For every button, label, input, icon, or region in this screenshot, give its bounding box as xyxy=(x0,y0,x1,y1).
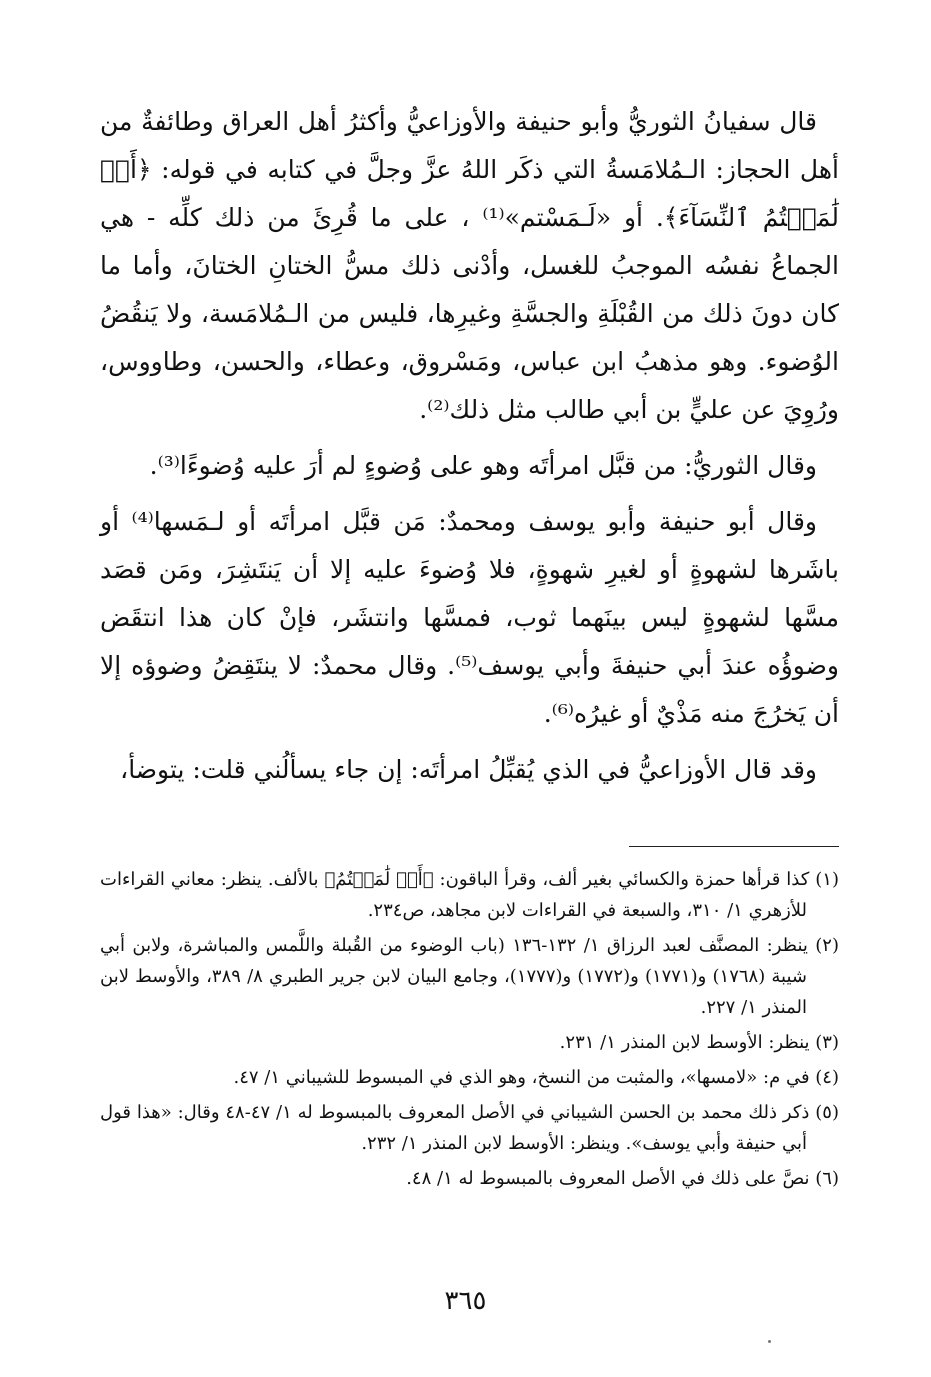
footnote-6: (٦) نصَّ على ذلك في الأصل المعروف بالمبسوط له ١/ ٤٨. xyxy=(406,1168,839,1189)
footnote-1: (١) كذا قرأها حمزة والكسائي بغير ألف، وقرأ الباقون: ﴿أَوۡ لَٰمَسۡتُمُ﴾ بالألف. ينظر: معاني القراءات للأزهري ١/ ٣١٠، والسبعة في القراءات لابن مجاهد، ص٢٣٤. xyxy=(100,869,839,921)
footnote-separator xyxy=(629,846,839,847)
footnote-5: (٥) ذكر ذلك محمد بن الحسن الشيباني في الأصل المعروف بالمبسوط له ١/ ٤٧-٤٨ وقال: «هذا قول أبي حنيفة وأبي يوسف». وينظر: الأوسط لابن المنذر ١/ ٢٣٢. xyxy=(100,1102,839,1154)
footnote-3: (٣) ينظر: الأوسط لابن المنذر ١/ ٢٣١. xyxy=(559,1032,839,1053)
paragraph-4: وقد قال الأوزاعيُّ في الذي يُقبِّلُ امرأتَه: إن جاء يسألُني قلت: يتوضأ، xyxy=(120,755,817,784)
main-text xyxy=(100,98,839,802)
paragraph-2: وقال الثوريُّ: من قبَّل امرأتَه وهو على وُضوءٍ لم أرَ عليه وُضوءًا⁽³⁾. xyxy=(149,451,817,480)
paragraph-3: وقال أبو حنيفة وأبو يوسف ومحمدٌ: مَن قبَّل امرأتَه أو لـمَسها⁽⁴⁾ أو باشَرها لشهوةٍ أو لغيرِ شهوةٍ، فلا وُضوءَ عليه إلا أن يَنتَشِرَ، ومَن قصَد مسَّها لشهوةٍ ليس بينَهما ثوب، فمسَّها وانتشَر، فإنْ كان هذا انتقَض وضوؤُه عندَ أبي حنيفةَ وأبي يوسف⁽⁵⁾. وقال محمدٌ: لا ينتَقِضُ وضوؤه إلا أن يَخرُجَ منه مَذْيٌ أو غيرُه⁽⁶⁾. xyxy=(100,507,839,728)
scan-dot xyxy=(768,1340,771,1343)
page-number: ٣٦٥ xyxy=(444,1286,487,1316)
footnote-4: (٤) في م: «لامسها»، والمثبت من النسخ، وهو الذي في المبسوط للشيباني ١/ ٤٧. xyxy=(233,1067,839,1088)
paragraph-1: قال سفيانُ الثوريُّ وأبو حنيفة والأوزاعيُّ وأكثرُ أهل العراق وطائفةٌ من أهل الحجاز: الـمُلامَسةُ التي ذكَر اللهُ عزَّ وجلَّ في كتابه في قوله: ﴿أَوۡ لَٰمَسۡتُمُ ٱلنِّسَآءَ﴾. أو «لَـمَسْتم»⁽¹⁾ ، على ما قُرِئَ من ذلك كلِّه - هي الجماعُ نفسُه الموجبُ للغسل، وأدْنى ذلك مسُّ الختانِ الختانَ، وأما ما كان دونَ ذلك من القُبْلَةِ والجسَّةِ وغيرِها، فليس من الـمُلامَسة، ولا يَنقُضُ الوُضوء. وهو مذهبُ ابن عباس، ومَسْروق، وعطاء، والحسن، وطاووس، ورُوِيَ عن عليٍّ بن أبي طالب مثل ذلك⁽²⁾. xyxy=(100,107,840,424)
footnotes xyxy=(100,864,839,1198)
footnote-2: (٢) ينظر: المصنَّف لعبد الرزاق ١/ ١٣٢-١٣٦ (باب الوضوء من القُبلة واللَّمس والمباشرة، ولابن أبي شيبة (١٧٦٨) و(١٧٧١) و(١٧٧٢) و(١٧٧٧)، وجامع البيان لابن جرير الطبري ٨/ ٣٨٩، والأوسط لابن المنذر ١/ ٢٢٧. xyxy=(100,935,839,1018)
